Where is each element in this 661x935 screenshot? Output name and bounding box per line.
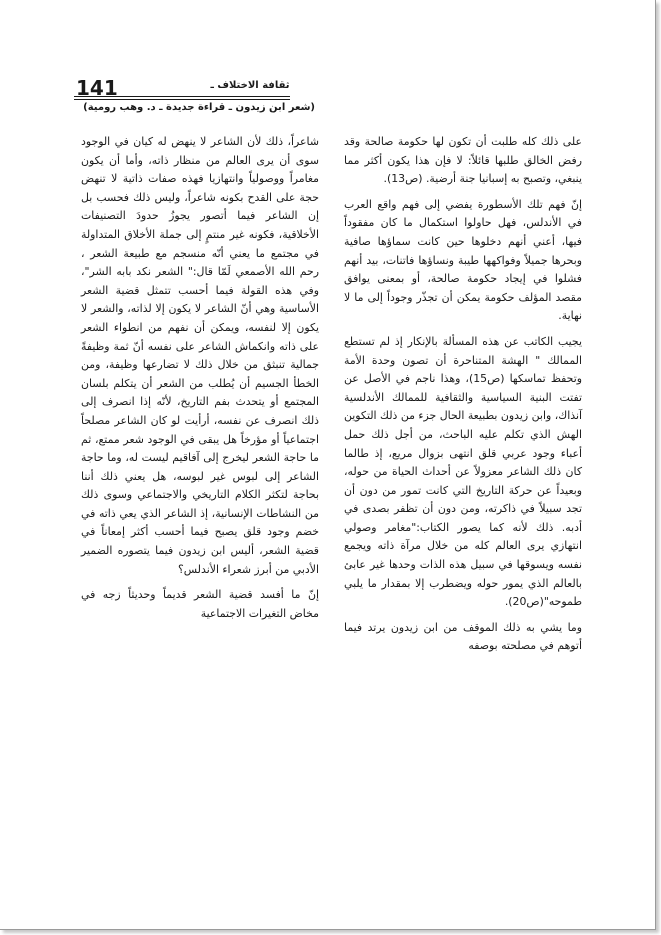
paragraph: شاعراً، ذلك لأن الشاعر لا ينهض له كيان في الوجود سوى أن يرى العالم من منظار ذاته، وأما أن يكون مغامراً ووصولياً وانتهازيا فهذه صفات ذاتية لا تنهض حجة على القدح بكونه شاعراً، وليس ذلك فحسب بل إن الشاعر فيما أتصور يجوزُ حدودَ التصنيفات الأخلاقية، فكونه غير منتمٍ إلى جملة الأخلاق المتداولة في مجتمع ما يعني أنّه منسجم مع طبيعة الشعر ، رحم الله الأصمعي لَمّا قال:" الشعر نكد بابه الشر"، وفي هذه القولة فيما أحسب تتمثل قضية الشعر الأساسية وهي أنّ الشاعر لا يكون إلا لذاته، والشعر لا يكون إلا لنفسه، ويمكن أن نفهم من انطواء الشعر على ذاته وانكماش الشاعر على نفسه أنّ ثمة وظيفةً جمالية تنبثق من خلال ذلك لا تضارعها وظيفة، ومن الخطأ الجسيم أن يُطلب من الشعر أن يتكلم بلسان المجتمع أو يتحدث بفم التاريخ، لأنّه إذا انصرف إلى ذلك انصرف عن نفسه، أرأيت لو كان الشاعر مصلحاً اجتماعياً أو مؤرخاً هل يبقى في الوجود شعر ممتع، ثم ما حاجة الشعر ليخرج إلى آفاقيم ليست له، وما حاجة الشاعر إلى لبوس غير لبوسه، هل يعني ذلك أننا بحاجة لتكثر الكلام التاريخي والاجتماعي وسوى ذلك من النشاطات الإنسانية، إذ الشاعر الذي يعي ذاته في خضم وجود قلق يصبح فيما أحسب أكثر إمعاناً في قضية الشعر، أليس ابن زيدون فيما يتصوره الضمير الأدبي من أبرز شعراء الأندلس؟: [81, 135, 319, 576]
left-column: [81, 133, 319, 623]
page-number: 141: [76, 76, 118, 100]
header-rule: [74, 99, 290, 100]
running-header-title: ثقافة الاختلاف ـ: [210, 80, 290, 91]
paragraph: إنّ ما أفسد قضية الشعر قديماً وحديثاً زجه في مخاض التغيرات الاجتماعية: [81, 588, 319, 620]
running-header-subtitle: (شعر ابن زيدون ـ قراءة جديدة ـ د. وهب رومية): [83, 102, 315, 113]
right-column: [344, 133, 582, 656]
paragraph: وما يشي به ذلك الموقف من ابن زيدون يرتد فيما أتوهم في مصلحته بوصفه: [344, 620, 582, 653]
paragraph: إنّ فهم تلك الأسطورة يفضي إلى فهم واقع العرب في الأندلس، فهل حاولوا استكمال ما كان مفقوداً فيها، أعني أنهم دخلوها حين كانت سماؤها صافية وبحرها جميلاً وفواكهها طيبة ونساؤها فاتنات، بيد أنهم فشلوا في إيجاد حكومة صالحة، أو بمعنى يوافق مقصد المؤلف حكومة يمكن أن تجذّر وجوداً إلى ما لا نهاية.: [344, 197, 582, 323]
header-rule: [74, 96, 290, 97]
paragraph: يجيب الكاتب عن هذه المسألة بالإنكار إذ لم تستطع الممالك " الهشة المتناحرة أن تصون وحدة الأمة وتحفظ تماسكها (ص15)، وهذا ناجم في الأصل عن تفتت البنية السياسية والثقافية للممالك الأندلسية آنذاك، وابن زيدون بطبيعة الحال جزء من ذلك التكوين الهش الذي تكلم عليه الباحث، من أجل ذلك حمل أعباء وجود عربي قلق انتهى بزوال مريع، إذ طالما كان ذلك الشاعر معزولاً عن أحداث الحياة من حوله، وبعيداً عن حركة التاريخ التي كانت تمور من دون أن تجد سبيلاً في ذاكرته، ومن دون أن تظفر بصدى في أدبه. ذلك لأنه كما يصور الكتاب:"مغامر وصولي انتهازي يرى العالم كله من خلال مرآة ذاته ويجمع نفسه ويسوقها في سبيل هذه الذات وحدها غير عابئ بالعالم الذي يمور حوله ويضطرب إلا بمقدار ما يلبي طموحه"(ص20).: [343, 334, 582, 609]
paragraph: على ذلك كله طلبت أن تكون لها حكومة صالحة وقد رفض الخالق طلبها قائلاً: لا فإن هذا يكون أكثر مما ينبغي، وتصبح به إسبانيا جنة أرضية. (ص13).: [344, 135, 582, 186]
